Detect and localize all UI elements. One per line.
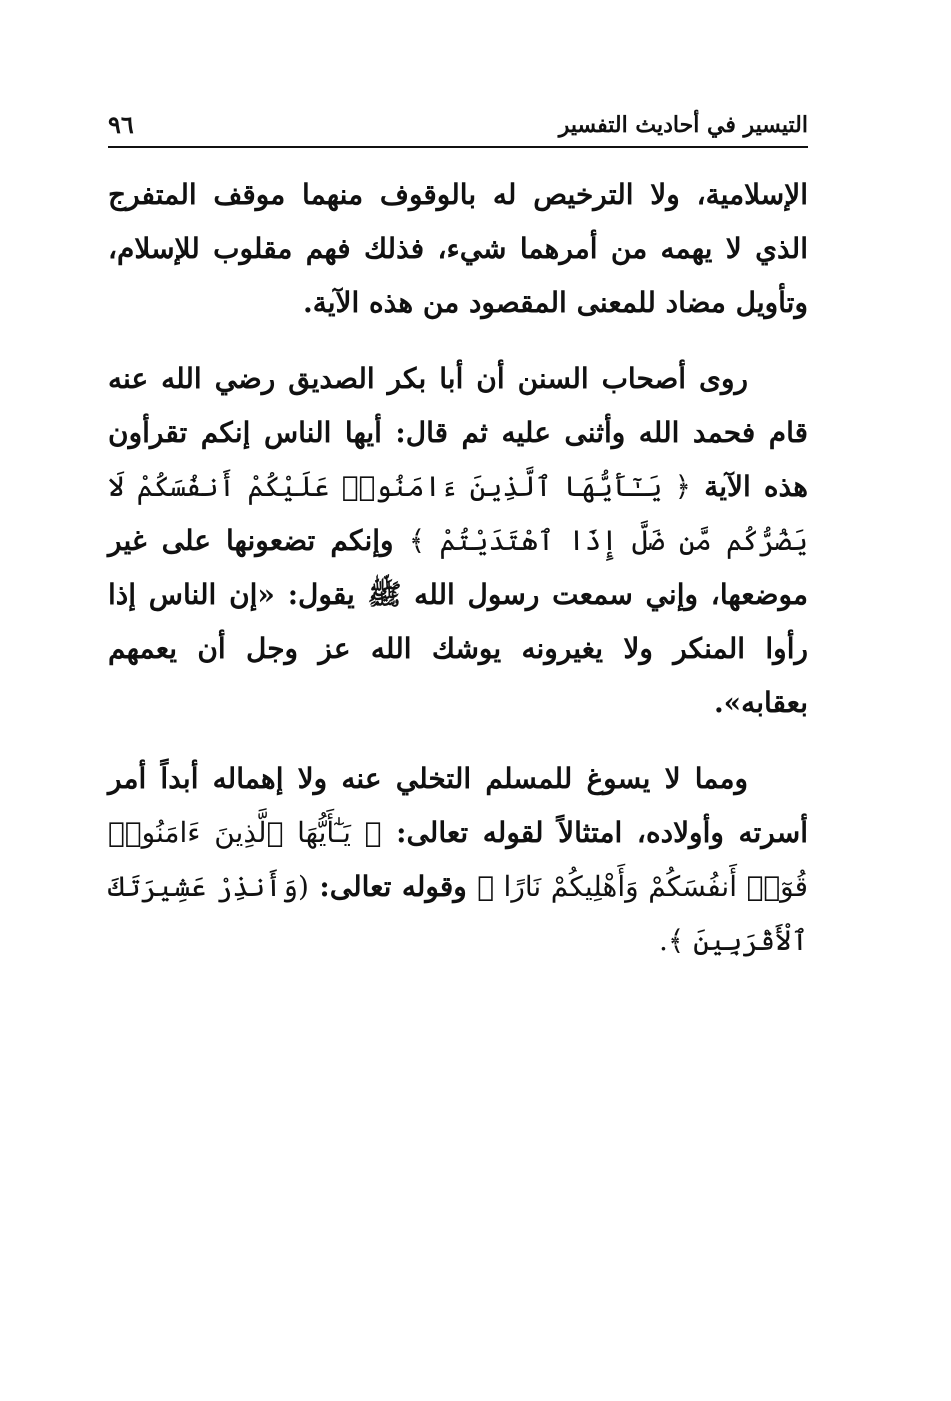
quran-verse-3: (وَأَنذِرْ عَشِيرَتَكَ ٱلْأَقْرَبِينَ ﴾. [108, 870, 808, 957]
body-text [108, 168, 808, 990]
paragraph-3 [108, 752, 808, 968]
paragraph-3-middle: وقوله تعالى: [319, 870, 467, 903]
quran-verse-2: ﴿ يَـٰٓأَيُّهَا ٱلَّذِينَ ءَامَنُوا۟ قُوٓا۟ أَنفُسَكُمْ وَأَهْلِيكُمْ نَارًا ﴾ [108, 816, 809, 903]
paragraph-1-text: الإسلامية، ولا الترخيص له بالوقوف منهما موقف المتفرج الذي لا يهمه من أمرهما شيء، فذلك فهم مقلوب للإسلام، وتأويل مضاد للمعنى المقصود من هذه الآية. [108, 178, 808, 319]
header-rule [108, 146, 808, 148]
paragraph-2-hadith: وإنكم تضعونها على غير موضعها، وإني سمعت رسول الله ﷺ يقول: «إن الناس إذا رأوا المنكر ولا يغيرونه يوشك الله عز وجل أن يعمهم بعقابه». [108, 524, 808, 719]
page-number: ٩٦ [108, 110, 134, 139]
paragraph-1 [108, 168, 808, 330]
book-title: التيسير في أحاديث التفسير [558, 112, 808, 138]
paragraph-2-intro: روى أصحاب السنن أن أبا بكر الصديق رضي الله عنه قام فحمد الله وأثنى عليه ثم قال: أيها الناس إنكم تقرأون هذه الآية [108, 362, 808, 503]
quran-verse-1: ﴿ يَـٰٓأَيُّهَا ٱلَّذِينَ ءَامَنُوا۟ عَلَيْكُمْ أَنفُسَكُمْ لَا يَضُرُّكُم مَّن ضَلَّ إِذَا ٱهْتَدَيْتُمْ ﴾ [108, 470, 808, 557]
paragraph-2 [108, 352, 808, 730]
running-header [108, 110, 808, 146]
paragraph-3-intro: ومما لا يسوغ للمسلم التخلي عنه ولا إهماله أبداً أمر أسرته وأولاده، امتثالاً لقوله تعالى: [108, 762, 808, 849]
